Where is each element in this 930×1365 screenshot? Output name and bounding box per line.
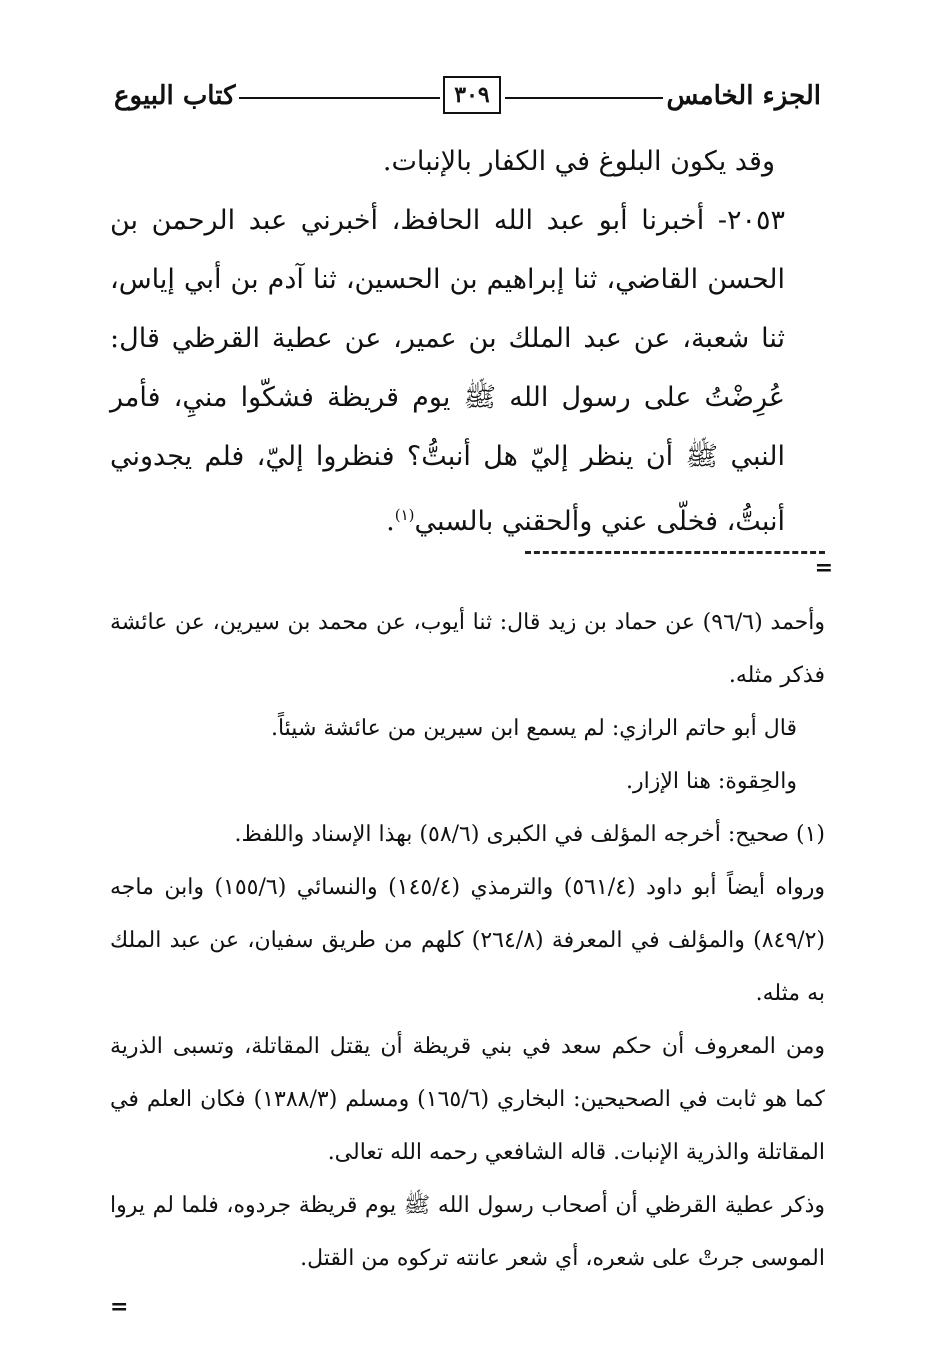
hadith-text: ٢٠٥٣- أخبرنا أبو عبد الله الحافظ، أخبرني عبد الرحمن بن الحسن القاضي، ثنا إبراهيم بن الحسين، ثنا آدم بن أبي إياس، ثنا شعبة، عن عبد الملك بن عمير، عن عطية القرظي قال: عُرِضْتُ على رسول الله ﷺ يوم قريظة فشكّوا منيِ، فأمر النبي ﷺ أن ينظر إليّ هل أنبتُّ؟ فنظروا إليّ، فلم يجدوني أنبتُّ، فخلّى عني وألحقني بالسبي: [110, 205, 785, 537]
main-paragraph: وقد يكون البلوغ في الكفار بالإنبات.: [382, 146, 775, 177]
book-page: [110, 70, 833, 1320]
footnote-1-line: ومن المعروف أن حكم سعد في بني قريظة أن يقتل المقاتلة، وتسبى الذرية كما هو ثابت في الصحيحين: البخاري (١٦٥/٦) ومسلم (١٣٨٨/٣) فكان العلم في المقاتلة والذرية الإنبات. قاله الشافعي رحمه الله تعالى.: [110, 1034, 825, 1165]
footnote-line: والحِقوة: هنا الإزار.: [625, 769, 797, 794]
page-number-box: [443, 76, 501, 114]
header-rule-left: [225, 97, 440, 99]
footnote-1-line: وذكر عطية القرظي أن أصحاب رسول الله ﷺ يوم قريظة جردوه، فلما لم يروا الموسى جرتْ على شعره، أي شعر عانته تركوه من القتل.: [110, 1193, 825, 1271]
footnote-1-line: (١) صحيح: أخرجه المؤلف في الكبرى (٥٨/٦) بهذا الإسناد واللفظ.: [234, 822, 825, 847]
footnote-line: قال أبو حاتم الرازي: لم يسمع ابن سيرين من عائشة شيئاً.: [270, 716, 797, 741]
continuation-mark: =: [814, 555, 833, 581]
bottom-continuation-mark: =: [110, 1294, 129, 1320]
page-header: [110, 70, 825, 122]
footnote-line: وأحمد (٩٦/٦) عن حماد بن زيد قال: ثنا أيوب، عن محمد بن سيرين، عن عائشة فذكر مثله.: [110, 610, 825, 688]
header-rule-right: [505, 97, 675, 99]
footnote-1-line: ورواه أيضاً أبو داود (٥٦١/٤) والترمذي (١٤٥/٤) والنسائي (١٥٥/٦) وابن ماجه (٨٤٩/٢) والمؤلف في المعرفة (٢٦٤/٨) كلهم من طريق سفيان، عن عبد الملك به مثله.: [110, 875, 826, 1006]
volume-title: الجزء الخامس: [663, 81, 825, 111]
chapter-title: كتاب البيوع: [110, 81, 239, 111]
footnotes: [110, 596, 825, 1285]
main-text: [110, 132, 825, 551]
footnote-separator: [525, 551, 825, 554]
page-number: ٣٠٩: [454, 82, 490, 108]
hadith-paragraph: ٢٠٥٣- أخبرنا أبو عبد الله الحافظ، أخبرني عبد الرحمن بن الحسن القاضي، ثنا إبراهيم بن الحسين، ثنا آدم بن أبي إياس، ثنا شعبة، عن عبد الملك بن عمير، عن عطية القرظي قال: عُرِضْتُ على رسول الله ﷺ يوم قريظة فشكّوا منيِ، فأمر النبي ﷺ أن ينظر إليّ هل أنبتُّ؟ فنظروا إليّ، فلم يجدوني أنبتُّ، فخلّى عني وألحقني بالسبي$^{(١)}$.: [110, 205, 785, 537]
footnote-ref: (١): [394, 506, 415, 524]
